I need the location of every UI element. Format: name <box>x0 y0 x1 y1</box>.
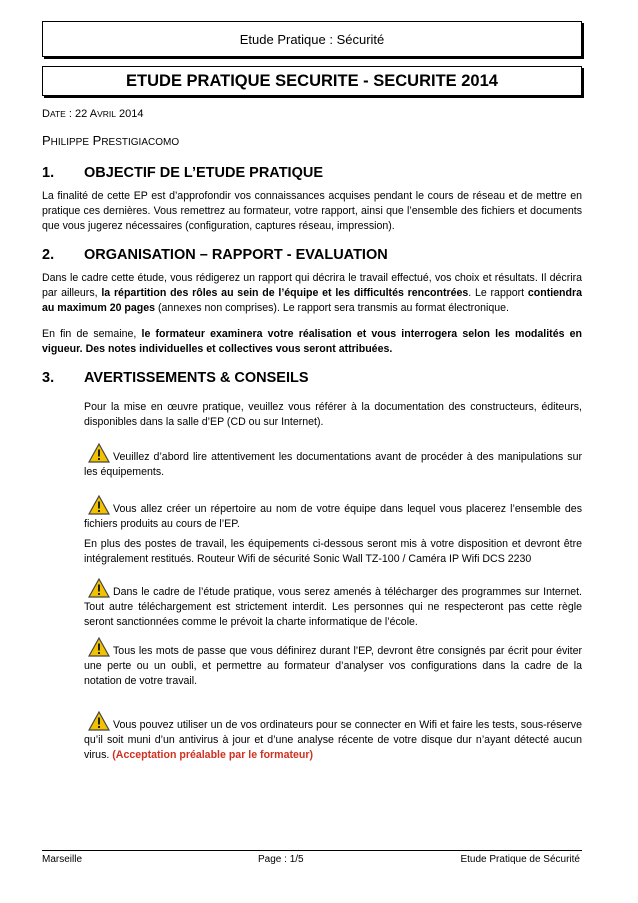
section-heading-2: 2. ORGANISATION – RAPPORT - EVALUATION <box>42 247 388 263</box>
warning-triangle-icon <box>88 443 110 463</box>
warning-note-5: Vous pouvez utiliser un de vos ordinateurs pour se connecter en Wifi et faire les tests, sous-réserve qu’il soit muni d’un antivirus à jour et d’une analyse récente de votre disque dur n’ayant détecté aucun virus. (Acceptation préalable par le formateur) <box>84 711 582 764</box>
warning-triangle-icon <box>88 637 110 657</box>
footer-page-number: Page : 1/5 <box>258 854 304 865</box>
equipment-paragraph: En plus des postes de travail, les équipements ci-dessous seront mis à votre disposition et devront être intégralement restitués. Routeur Wifi de sécurité Sonic Wall TZ-100 / Caméra IP Wifi DCS 2230 <box>84 538 582 566</box>
section-heading-1: 1. OBJECTIF DE L’ETUDE PRATIQUE <box>42 165 324 181</box>
warning-triangle-icon <box>88 495 110 515</box>
warning-note-1: Veuillez d’abord lire attentivement les documentations avant de procéder à des manipulations sur les équipements. <box>84 443 582 480</box>
section-heading-3: 3. AVERTISSEMENTS & CONSEILS <box>42 370 309 386</box>
footer-right: Etude Pratique de Sécurité <box>460 854 580 865</box>
warning-note-3: Dans le cadre de l’étude pratique, vous serez amenés à télécharger des programmes sur Internet. Tout autre téléchargement est strictement interdit. Les personnes qui ne respecteront pas cette règle seront sanctionnées comme le prévoit la charte informatique de l’école. <box>84 578 582 631</box>
section-2-paragraph-2: En fin de semaine, le formateur examinera votre réalisation et vous interrogera selon les modalités en vigueur. Des notes individuelles et collectives vous seront attribuées. <box>42 328 582 356</box>
approval-note: (Acceptation préalable par le formateur) <box>112 749 314 762</box>
page-header <box>42 21 582 57</box>
warning-triangle-icon <box>88 711 110 731</box>
header-title: Etude Pratique : Sécurité <box>239 31 385 47</box>
section-3-intro: Pour la mise en œuvre pratique, veuillez vous référer à la documentation des constructeurs, éditeurs, disponibles dans la salle d’EP (CD ou sur Internet). <box>84 401 582 429</box>
footer-left: Marseille <box>42 854 83 865</box>
warning-note-4: Tous les mots de passe que vous définirez durant l’EP, devront être consignés par écrit pour éviter une perte ou un oubli, et permettre au formateur d’analyser vos configurations dans la cadre de la notation de votre travail. <box>84 637 582 690</box>
warning-triangle-icon <box>88 578 110 598</box>
document-date: DATE : 22 AVRIL 2014 <box>42 108 144 120</box>
footer-divider <box>42 850 582 851</box>
section-1-paragraph: La finalité de cette EP est d’approfondir vos connaissances acquises pendant le cours de réseau et de mettre en pratique ces dernières. Vous remettrez au formateur, votre rapport, ainsi que l’ensemble des fichiers et documents que vous jugerez nécessaires (configuration, captures réseau, impression). <box>42 190 582 233</box>
document-title-box <box>42 66 582 96</box>
document-title: ETUDE PRATIQUE SECURITE - SECURITE 2014 <box>126 71 498 90</box>
document-author: PHILIPPE PRESTIGIACOMO <box>42 133 180 148</box>
section-2-paragraph-1: Dans le cadre cette étude, vous rédigerez un rapport qui décrira le travail effectué, vos choix et résultats. Il décrira par ailleurs, la répartition des rôles au sein de l’équipe et les difficultés rencontrées. Le rapport contiendra au maximum 20 pages (annexes non comprises). Le rapport sera transmis au format électronique. <box>42 272 583 315</box>
warning-note-2: Vous allez créer un répertoire au nom de votre équipe dans lequel vous placerez l’ensemble des fichiers produits au cours de l’EP. <box>84 495 582 532</box>
